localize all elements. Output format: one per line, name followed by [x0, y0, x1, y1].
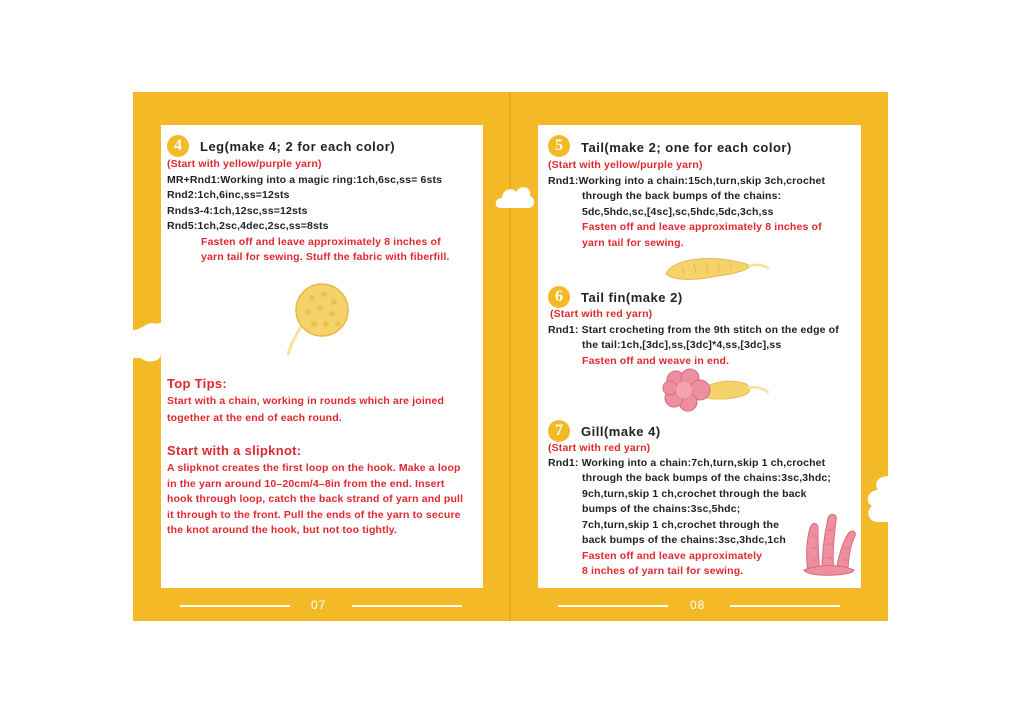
finish-note: Fasten off and weave in end.: [582, 355, 730, 367]
slipknot-text-line: hook through loop, catch the back strand of yarn and pull: [167, 493, 464, 505]
crochet-leg-image: [284, 280, 354, 358]
instruction-line: back bumps of the chains:3sc,3hdc,1ch: [582, 534, 786, 546]
finish-note: yarn tail for sewing.: [582, 237, 684, 249]
start-yarn-note: (Start with red yarn): [548, 442, 651, 454]
footer-rule: [558, 605, 668, 607]
instruction-line: Rnds3-4:1ch,12sc,ss=12sts: [167, 205, 308, 217]
instruction-line: 9ch,turn,skip 1 ch,crochet through the back: [582, 488, 807, 500]
section-title-gill: Gill(make 4): [581, 424, 661, 439]
slipknot-text-line: in the yarn around 10–20cm/4–8in from the end. Insert: [167, 478, 445, 490]
tip-text-line: Start with a chain, working in rounds which are joined: [167, 395, 445, 407]
instruction-line: 7ch,turn,skip 1 ch,crochet through the: [582, 519, 780, 531]
crochet-tail-image: [662, 250, 770, 284]
footer-rule: [352, 605, 462, 607]
finish-note: Fasten off and leave approximately: [582, 550, 763, 562]
start-yarn-note: (Start with yellow/purple yarn): [548, 159, 703, 171]
step-number-badge: 6: [548, 286, 570, 308]
page-number: 08: [690, 598, 706, 612]
step-number-badge: 4: [167, 135, 189, 157]
page-number: 07: [311, 598, 327, 612]
instruction-line: 5dc,5hdc,sc,[4sc],sc,5hdc,5dc,3ch,ss: [582, 206, 774, 218]
start-yarn-note: (Start with yellow/purple yarn): [167, 158, 322, 170]
step-number-badge: 5: [548, 135, 570, 157]
instruction-line: MR+Rnd1:Working into a magic ring:1ch,6sc,ss= 6sts: [167, 174, 443, 186]
section-title-leg: Leg(make 4; 2 for each color): [200, 139, 396, 154]
slipknot-text-line: it through to the front. Pull the ends of the yarn to secure: [167, 509, 461, 521]
finish-note: 8 inches of yarn tail for sewing.: [582, 565, 744, 577]
instruction-line: through the back bumps of the chains:: [582, 190, 782, 202]
instruction-line: Rnd2:1ch,6inc,ss=12sts: [167, 189, 290, 201]
instruction-line: Rnd1: Start crocheting from the 9th stitch on the edge of: [548, 324, 839, 336]
finish-note: Fasten off and leave approximately 8 inches of: [582, 221, 822, 233]
footer-rule: [180, 605, 290, 607]
instruction-line: Rnd1: Working into a chain:7ch,turn,skip 1 ch,crochet: [548, 457, 826, 469]
slipknot-text-line: A slipknot creates the first loop on the hook. Make a loop: [167, 462, 461, 474]
section-title-tail-fin: Tail fin(make 2): [581, 290, 683, 305]
slipknot-text-line: the knot around the hook, but not too tightly.: [167, 524, 398, 536]
step-number-badge: 7: [548, 420, 570, 442]
instruction-line: Rnd1:Working into a chain:15ch,turn,skip 3ch,crochet: [548, 175, 826, 187]
finish-note: Fasten off and leave approximately 8 inches of: [201, 236, 441, 248]
book-gutter: [509, 92, 511, 621]
instruction-line: the tail:1ch,[3dc],ss,[3dc]*4,ss,[3dc],ss: [582, 339, 782, 351]
cloud-right-decoration: [860, 472, 888, 528]
crochet-gill-image: [800, 512, 862, 578]
instruction-line: bumps of the chains:3sc,5hdc;: [582, 503, 741, 515]
crochet-tail-fin-image: [662, 368, 770, 414]
instruction-line: through the back bumps of the chains:3sc,3hdc;: [582, 472, 832, 484]
instruction-line: Rnd5:1ch,2sc,4dec,2sc,ss=8sts: [167, 220, 329, 232]
top-tips-heading: Top Tips:: [167, 376, 227, 391]
finish-note: yarn tail for sewing. Stuff the fabric with fiberfill.: [201, 251, 450, 263]
start-yarn-note: (Start with red yarn): [550, 308, 653, 320]
footer-rule: [730, 605, 840, 607]
cloud-center-decoration: [494, 182, 536, 210]
section-title-tail: Tail(make 2; one for each color): [581, 140, 792, 155]
tip-text-line: together at the end of each round.: [167, 412, 342, 424]
slipknot-heading: Start with a slipknot:: [167, 443, 302, 458]
